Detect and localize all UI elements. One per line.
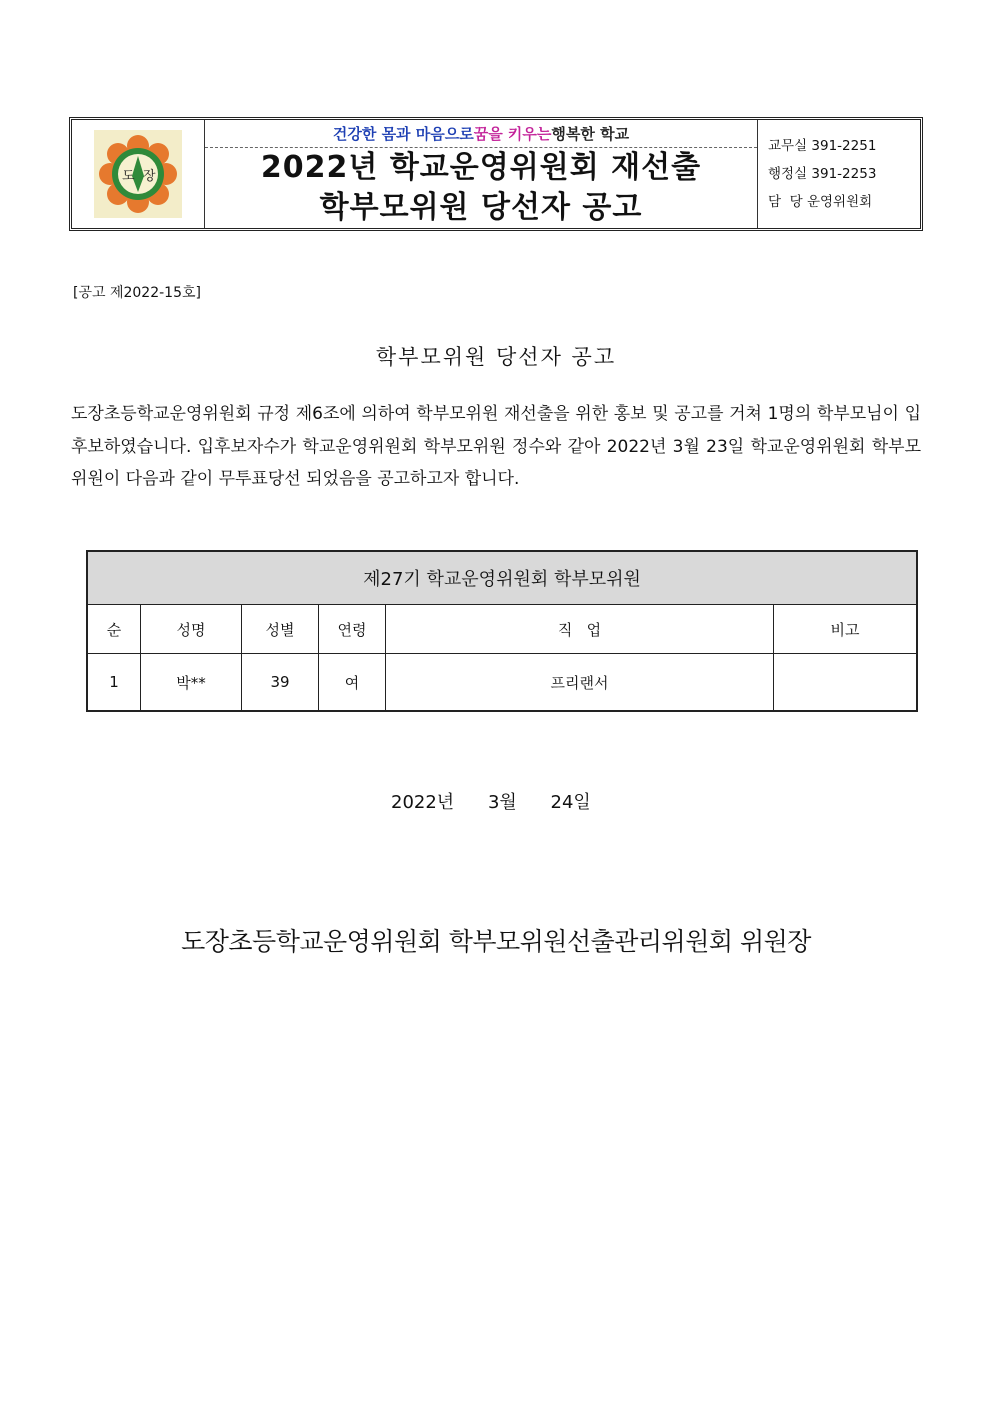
notice-date [391, 788, 619, 814]
date-day: 24일 [550, 792, 591, 813]
col-header-job: 직 업 [386, 605, 774, 654]
cell-no: 1 [87, 654, 141, 712]
contact-cell [758, 120, 920, 228]
contact-academic-office: 교무실 391-2251 [768, 138, 877, 154]
col-header-name: 성명 [141, 605, 242, 654]
contact-in-charge: 담 당 운영위원회 [768, 194, 873, 210]
school-logo [94, 130, 182, 218]
cell-job: 프리랜서 [386, 654, 774, 712]
body-text: 도장초등학교운영위원회 규정 제6조에 의하여 학부모위원 재선출을 위한 홍보 및 공고를 거쳐 1명의 학부모님이 입후보하였습니다. 입후보자수가 학교운영위원회 학부모위원 정수와 같아 2022년 3월 23일 학교운영위원회 학부모위원이 다음과 같이 무투표당선 되었음을 공고하고자 합니다. [71, 404, 921, 489]
table-title: 제27기 학교운영위원회 학부모위원 [87, 551, 917, 605]
contact-admin-office: 행정실 391-2253 [768, 166, 877, 182]
members-table [86, 550, 918, 712]
date-month: 3월 [487, 792, 517, 813]
slogan-part-2: 꿈을 키우는 [473, 125, 552, 143]
table-header-row [87, 605, 917, 654]
school-emblem-icon [98, 134, 178, 214]
col-header-gender: 성별 [242, 605, 319, 654]
slogan-part-1: 건강한 몸과 마음으로 [332, 125, 474, 143]
date-year: 2022년 [391, 792, 455, 813]
signature: 도장초등학교운영위원회 학부모위원선출관리위원회 위원장 [181, 927, 811, 956]
header-title-line1: 2022년 학교운영위원회 재선출 [260, 150, 702, 185]
logo-char-2: 장 [143, 169, 156, 184]
header-title [205, 148, 757, 228]
cell-note [774, 654, 918, 712]
table-row [87, 654, 917, 712]
notice-number: [공고 제2022-15호] [73, 285, 201, 301]
notice-header [69, 117, 923, 231]
col-header-note: 비고 [774, 605, 918, 654]
cell-age: 여 [319, 654, 386, 712]
document-title: 학부모위원 당선자 공고 [375, 345, 617, 369]
header-title-line2: 학부모위원 당선자 공고 [319, 190, 643, 225]
col-header-age: 연령 [319, 605, 386, 654]
cell-name: 박** [141, 654, 242, 712]
title-cell [205, 120, 758, 228]
school-slogan [205, 120, 757, 148]
slogan-part-3: 행복한 학교 [551, 125, 630, 143]
logo-cell [72, 120, 205, 228]
cell-gender: 39 [242, 654, 319, 712]
col-header-no: 순 [87, 605, 141, 654]
logo-char-1: 도 [122, 169, 135, 184]
